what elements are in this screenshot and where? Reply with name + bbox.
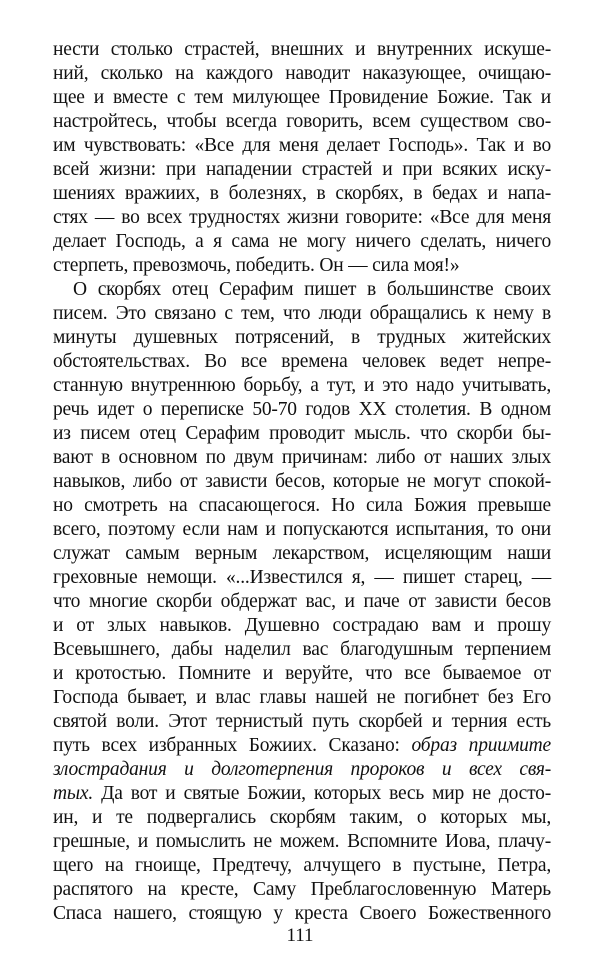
text-line: распятого на кресте, Саму Преблагословенную Матерь bbox=[53, 879, 551, 900]
text-line: речь идет о переписке 50-70 годов XX столетия. В одном bbox=[53, 399, 551, 420]
text-line bbox=[53, 734, 551, 758]
text-line: грешные, и помыслить не можем. Вспомните Иова, плачу- bbox=[53, 831, 551, 852]
text-line: из писем отец Серафим проводит мысль. что скорби бы- bbox=[53, 423, 551, 444]
text-line: всей жизни: при нападении страстей и при всяких иску- bbox=[53, 159, 551, 180]
text-line: всего, поэтому если нам и попускаются испытания, то они bbox=[53, 519, 551, 540]
text-line: навыков, либо от зависти бесов, которые не могут спокой- bbox=[53, 471, 551, 492]
paragraph-first-line: О скорбях отец Серафим пишет в большинстве своих bbox=[73, 279, 551, 300]
page-number: 111 bbox=[286, 925, 314, 946]
italic-quote-line: злострадания и долготерпения пророков и всех свя- bbox=[53, 759, 551, 780]
text-line: вают в основном по двум причинам: либо от наших злых bbox=[53, 447, 551, 468]
text-line: нести столько страстей, внешних и внутренних искуше- bbox=[53, 39, 551, 60]
text-segment: путь всех избранных Божиих. Сказано: bbox=[53, 735, 412, 756]
text-line: щее и вместе с тем милующее Провидение Божие. Так и bbox=[53, 87, 551, 108]
text-line: ин, и те подвергались скорбям таким, о которых мы, bbox=[53, 807, 551, 828]
text-line: станную внутреннюю борьбу, а тут, и это надо учитывать, bbox=[53, 375, 551, 396]
text-line bbox=[53, 782, 551, 806]
italic-quote: образ приимите bbox=[411, 735, 551, 756]
text-line: и кротостью. Помните и веруйте, что все бываемое от bbox=[53, 663, 551, 684]
text-line: ний, сколько на каждого наводит наказующее, очищаю- bbox=[53, 63, 551, 84]
text-line: им чувствовать: «Все для меня делает Господь». Так и во bbox=[53, 135, 551, 156]
text-line: святой воли. Этот тернистый путь скорбей и терния есть bbox=[53, 711, 551, 732]
text-line: Спаса нашего, стоящую у креста Своего Божественного bbox=[53, 903, 551, 924]
text-line: что многие скорби обдержат вас, и паче от зависти бесов bbox=[53, 591, 551, 612]
text-line: но смотреть на спасающегося. Но сила Божия превыше bbox=[53, 495, 551, 516]
text-line: настройтесь, чтобы всегда говорить, всем существом сво- bbox=[53, 111, 551, 132]
page-text-block bbox=[53, 38, 551, 926]
text-line: шениях вражиих, в болезнях, в скорбях, в бедах и напа- bbox=[53, 183, 551, 204]
text-line: Господа бывает, и влас главы нашей не погибнет без Его bbox=[53, 687, 551, 708]
text-segment: Да вот и святые Божии, которых весь мир не досто- bbox=[93, 783, 551, 804]
text-line: делает Господь, а я сама не могу ничего сделать, ничего bbox=[53, 231, 551, 252]
text-line: и от злых навыков. Душевно сострадаю вам и прошу bbox=[53, 615, 551, 636]
italic-quote: тых. bbox=[53, 783, 94, 804]
text-line: стях — во всех трудностях жизни говорите: «Все для меня bbox=[53, 207, 551, 228]
text-line: стерпеть, превозмочь, победить. Он — сила моя!» bbox=[53, 255, 460, 276]
text-line: писем. Это связано с тем, что люди обращались к нему в bbox=[53, 303, 551, 324]
text-line: греховные немощи. «...Известился я, — пишет старец, — bbox=[53, 567, 551, 588]
text-line: служат самым верным лекарством, исцеляющим наши bbox=[53, 543, 551, 564]
text-line: обстоятельствах. Во все времена человек ведет непре- bbox=[53, 351, 551, 372]
text-line: щего на гноище, Предтечу, алчущего в пустыне, Петра, bbox=[53, 855, 551, 876]
text-line: минуты душевных потрясений, в трудных житейских bbox=[53, 327, 551, 348]
text-line: Всевышнего, дабы наделил вас благодушным терпением bbox=[53, 639, 551, 660]
